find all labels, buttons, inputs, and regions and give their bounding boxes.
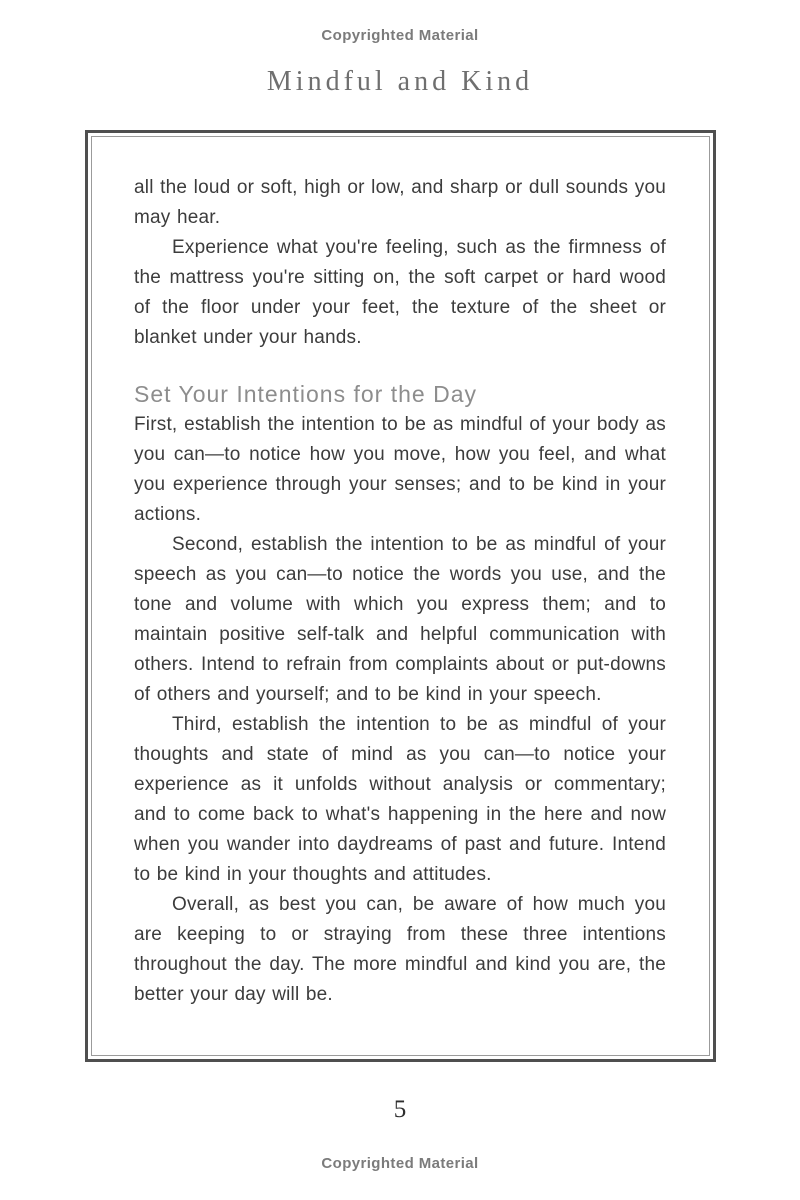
section-heading: Set Your Intentions for the Day	[134, 381, 477, 407]
copyright-notice-bottom: Copyrighted Material	[321, 1155, 479, 1172]
paragraph: Third, establish the intention to be as mindful of your thoughts and state of mind as you can—to notice your experience as it unfolds without analysis or commentary; and to come back to what's happening in the here and now when you wander into daydreams of past and future. Intend to be kind in your thoughts and attitudes.	[134, 714, 666, 885]
paragraph: First, establish the intention to be as mindful of your body as you can—to notice how you move, how you feel, and what you experience through your senses; and to be kind in your actions.	[134, 414, 666, 525]
paragraph: Experience what you're feeling, such as the firmness of the mattress you're sitting on, the soft carpet or hard wood of the floor under your feet, the texture of the sheet or blanket under your hands.	[134, 237, 666, 348]
text-frame	[85, 130, 716, 1062]
paragraph: Overall, as best you can, be aware of how much you are keeping to or straying from these three intentions throughout the day. The more mindful and kind you are, the better your day will be.	[134, 894, 666, 1005]
page-body-text	[88, 133, 713, 1059]
copyright-notice-top: Copyrighted Material	[321, 27, 479, 44]
paragraph: all the loud or soft, high or low, and sharp or dull sounds you may hear.	[134, 177, 666, 228]
page-number: 5	[393, 1096, 407, 1123]
paragraph: Second, establish the intention to be as mindful of your speech as you can—to notice the words you use, and the tone and volume with which you express them; and to maintain positive self-talk and helpful communication with others. Intend to refrain from complaints about or put-downs of others and yourself; and to be kind in your speech.	[134, 534, 666, 705]
book-title: Mindful and Kind	[266, 66, 534, 97]
